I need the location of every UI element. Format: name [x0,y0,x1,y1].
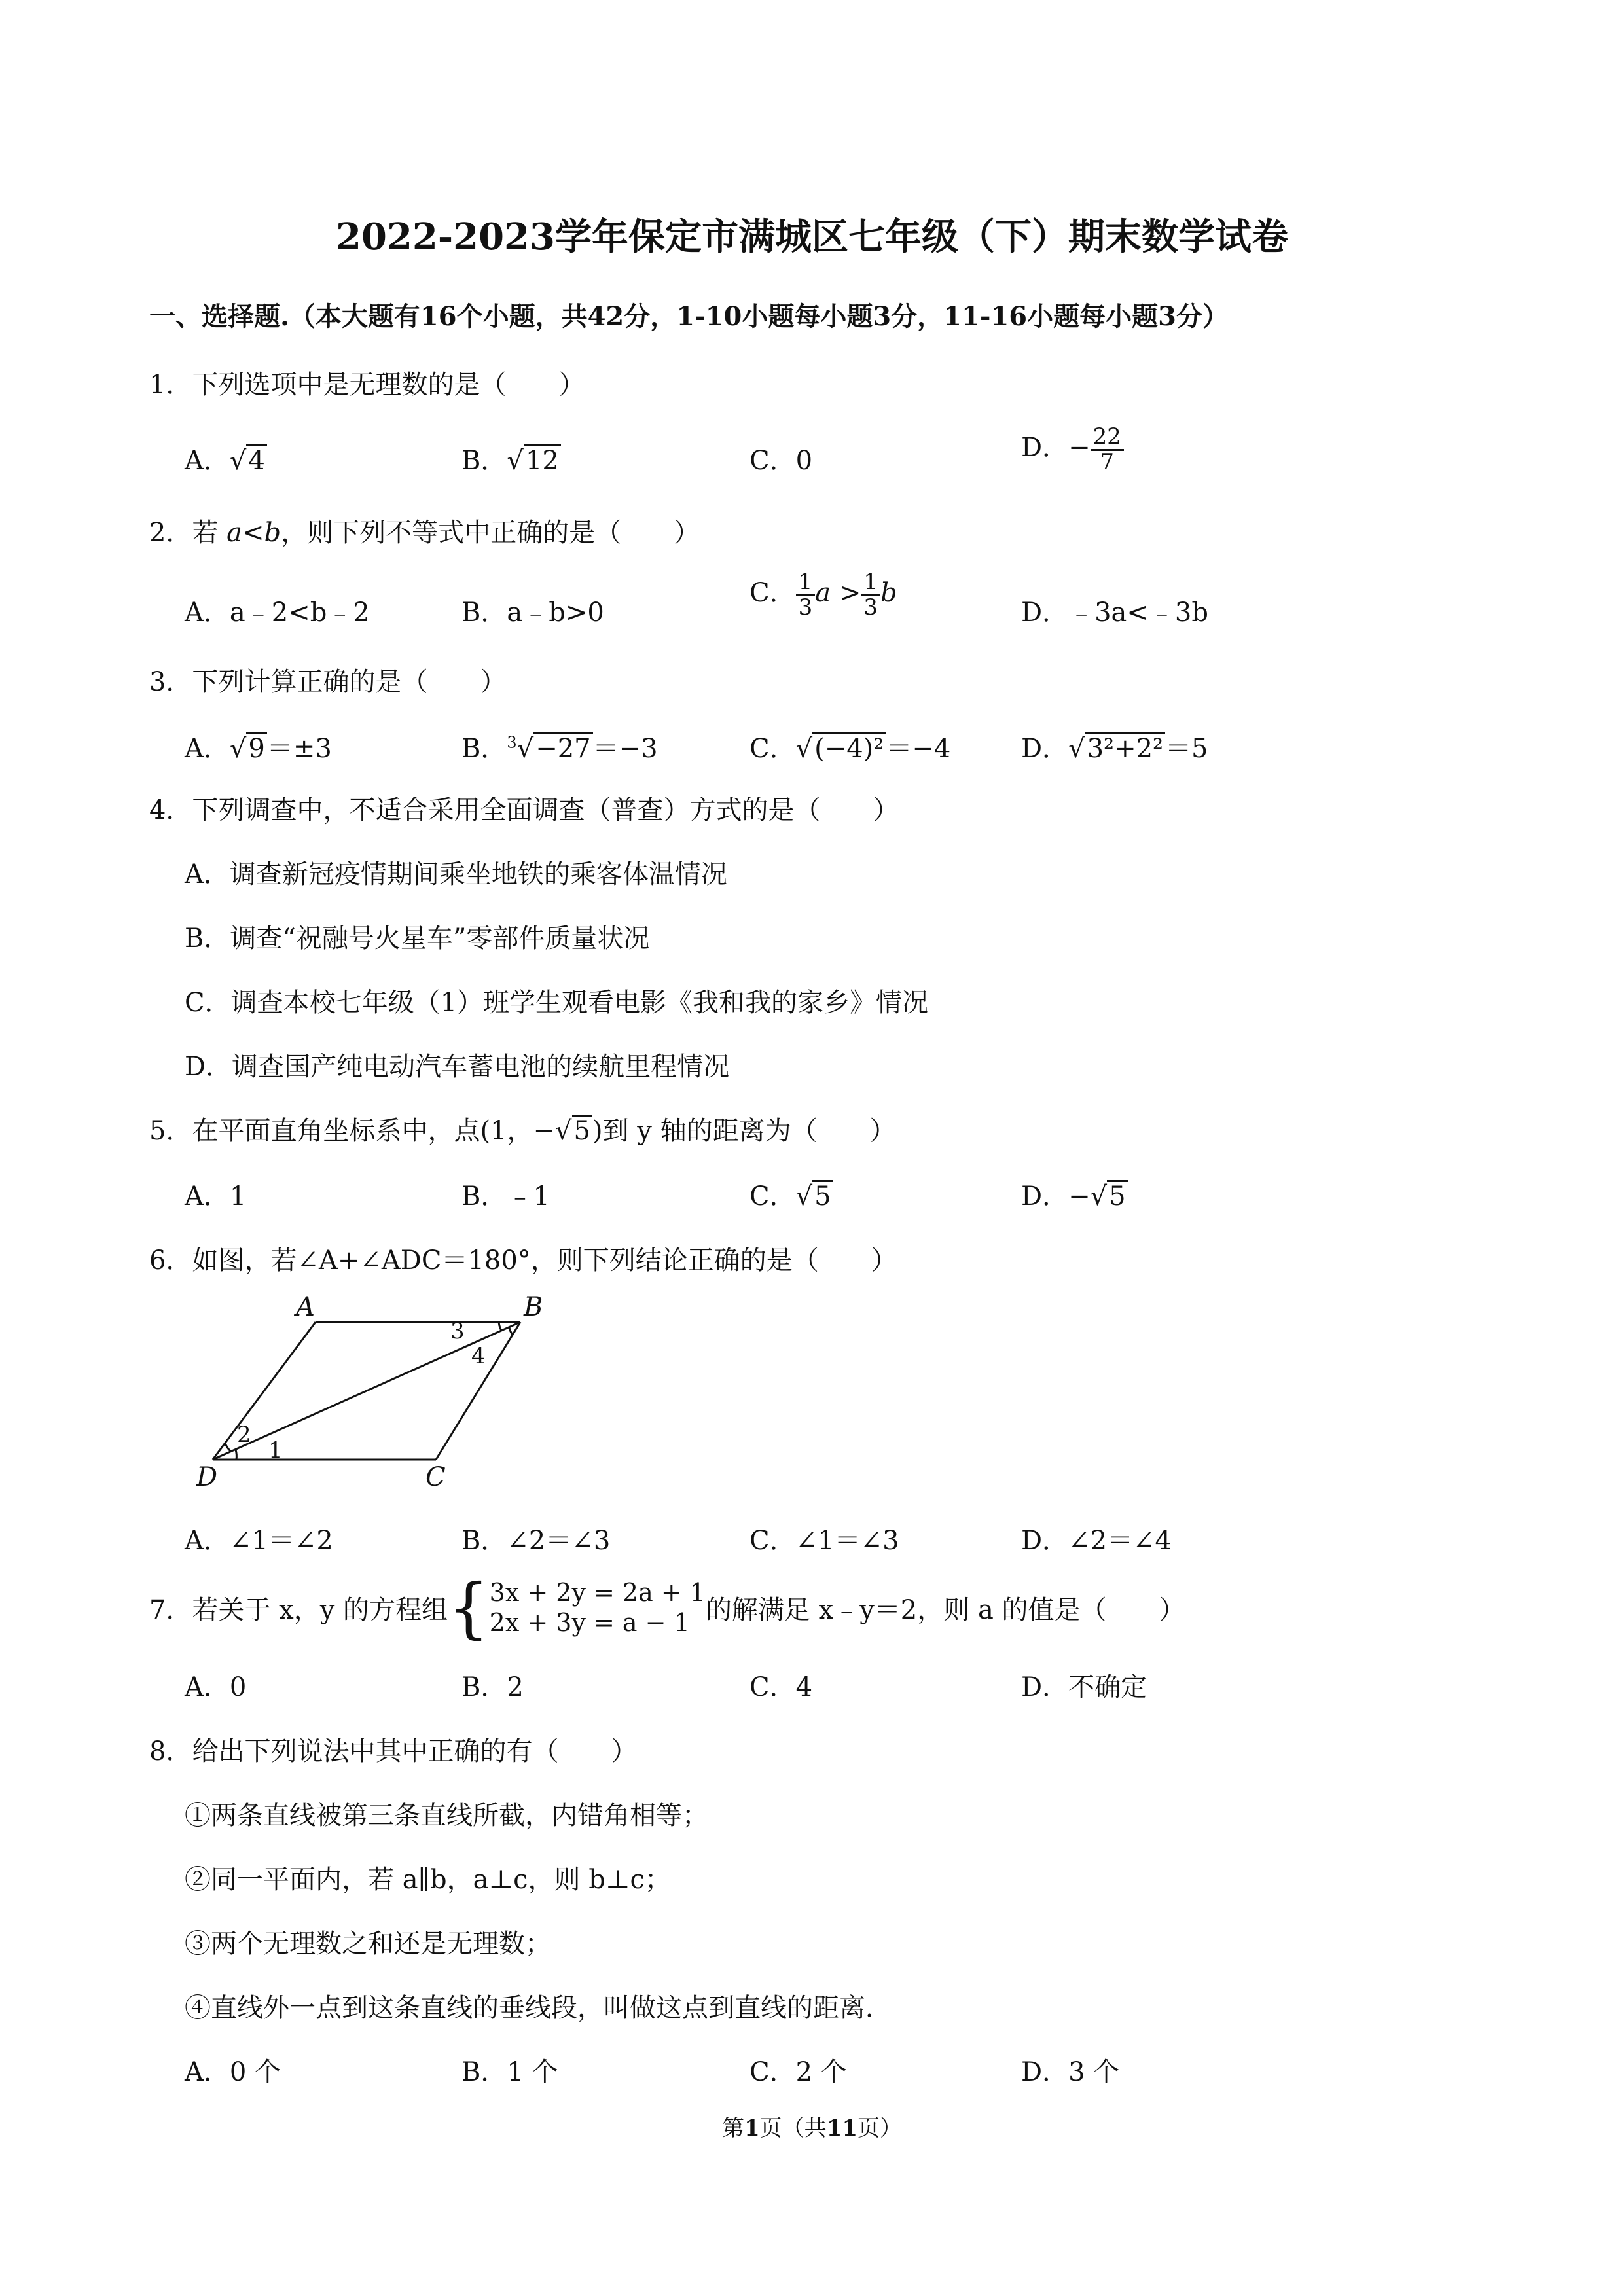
question-2-stem: 2．若 a<b，则下列不等式中正确的是（ ） [149,518,700,548]
label-3: 3 [450,1318,465,1344]
question-8-stem: 8．给出下列说法中其中正确的有（ ） [149,1736,638,1767]
q4-option-c[interactable]: C．调查本校七年级（1）班学生观看电影《我和我的家乡》情况 [185,988,929,1018]
q8-statement-1: ①两条直线被第三条直线所截，内错角相等； [185,1801,708,1831]
q3-option-d[interactable]: D．√3²+2²＝5 [1021,734,1208,764]
q3-option-c[interactable]: C．√(−4)²＝−4 [749,734,951,764]
label-1: 1 [268,1437,283,1463]
q8-statement-3: ③两个无理数之和还是无理数； [185,1929,551,1959]
q8-statement-4: ④直线外一点到这条直线的垂线段，叫做这点到直线的距离． [185,1993,892,2023]
q8-option-b[interactable]: B．1 个 [461,2057,558,2087]
q5-option-d[interactable]: D．−√5 [1021,1175,1128,1213]
parallelogram-figure [196,1293,563,1489]
q5-option-a[interactable]: A．1 [185,1181,247,1211]
q8-option-a[interactable]: A．0 个 [185,2057,281,2087]
question-4-stem: 4．下列调查中，不适合采用全面调查（普查）方式的是（ ） [149,795,899,825]
question-7-stem: 7．若关于 x，y 的方程组{ 3x + 2y = 2a + 1 2x + 3y = a − 1 的解满足 x﹣y＝2，则 a 的值是（ ） [149,1570,1185,1646]
q2-option-d[interactable]: D．﹣3a<﹣3b [1021,598,1208,628]
q4-option-d[interactable]: D．调查国产纯电动汽车蓄电池的续航里程情况 [185,1052,730,1082]
section-heading: 一、选择题.（本大题有16个小题，共42分，1-10小题每小题3分，11-16小题每小题3分） [149,301,1229,332]
label-d: D [196,1462,218,1489]
angle-3-arc [499,1322,501,1331]
q1-option-c[interactable]: C．0 [749,446,813,476]
label-4: 4 [471,1343,486,1369]
q1-option-b[interactable]: B．√12 [461,440,561,477]
q4-option-b[interactable]: B．调查“祝融号火星车”零部件质量状况 [185,924,650,954]
q2-option-b[interactable]: B．a﹣b>0 [461,598,604,628]
q6-option-c[interactable]: C．∠1＝∠3 [749,1526,899,1556]
page-title: 2022-2023学年保定市满城区七年级（下）期末数学试卷 [336,215,1288,259]
q3-option-b[interactable]: B．$^3$√−27＝−3 [461,733,658,764]
side-da [213,1322,316,1460]
question-3-stem: 3．下列计算正确的是（ ） [149,667,507,697]
label-a: A [296,1293,315,1322]
q8-option-d[interactable]: D．3 个 [1021,2057,1120,2087]
angle-4-arc [509,1327,513,1335]
angle-2-arc [225,1443,230,1451]
label-b: B [524,1293,543,1322]
q7-option-d[interactable]: D．不确定 [1021,1672,1147,1702]
equation-system: 3x + 2y = 2a + 1 2x + 3y = a − 1 [489,1577,706,1637]
question-1-stem: 1．下列选项中是无理数的是（ ） [149,370,585,400]
page-footer: 第1页（共11页） [722,2115,902,2142]
q5-option-b[interactable]: B．﹣1 [461,1181,550,1211]
q5-option-c[interactable]: C．√5 [749,1175,833,1213]
q2-option-c[interactable]: C． $\frac{1}{3}$ a > $\frac{1}{3}$ b [749,569,897,620]
q1-option-a[interactable]: A．√4 [185,440,267,477]
question-5-stem: 5．在平面直角坐标系中，点(1，−√5)到 y 轴的距离为（ ） [149,1116,896,1146]
q1-option-d[interactable]: D．− $\frac{22}{7}$ [1021,425,1124,474]
q4-option-a[interactable]: A．调查新冠疫情期间乘坐地铁的乘客体温情况 [185,859,727,889]
q8-statement-2: ②同一平面内，若 a∥b，a⊥c，则 b⊥c； [185,1865,671,1895]
fraction: $\frac{22}{7}$ [1091,425,1124,474]
q7-option-c[interactable]: C．4 [749,1672,813,1702]
q7-option-a[interactable]: A．0 [185,1672,247,1702]
q6-option-b[interactable]: B．∠2＝∠3 [461,1526,611,1556]
label-c: C [425,1462,446,1489]
q7-option-b[interactable]: B．2 [461,1672,524,1702]
q2-option-a[interactable]: A．a﹣2<b﹣2 [185,598,370,628]
q3-option-a[interactable]: A．√9＝±3 [185,734,332,764]
q6-option-d[interactable]: D．∠2＝∠4 [1021,1526,1172,1556]
question-6-stem: 6．如图，若∠A+∠ADC＝180°，则下列结论正确的是（ ） [149,1246,897,1276]
q6-option-a[interactable]: A．∠1＝∠2 [185,1526,333,1556]
q8-option-c[interactable]: C．2 个 [749,2057,847,2087]
label-2: 2 [237,1422,251,1448]
